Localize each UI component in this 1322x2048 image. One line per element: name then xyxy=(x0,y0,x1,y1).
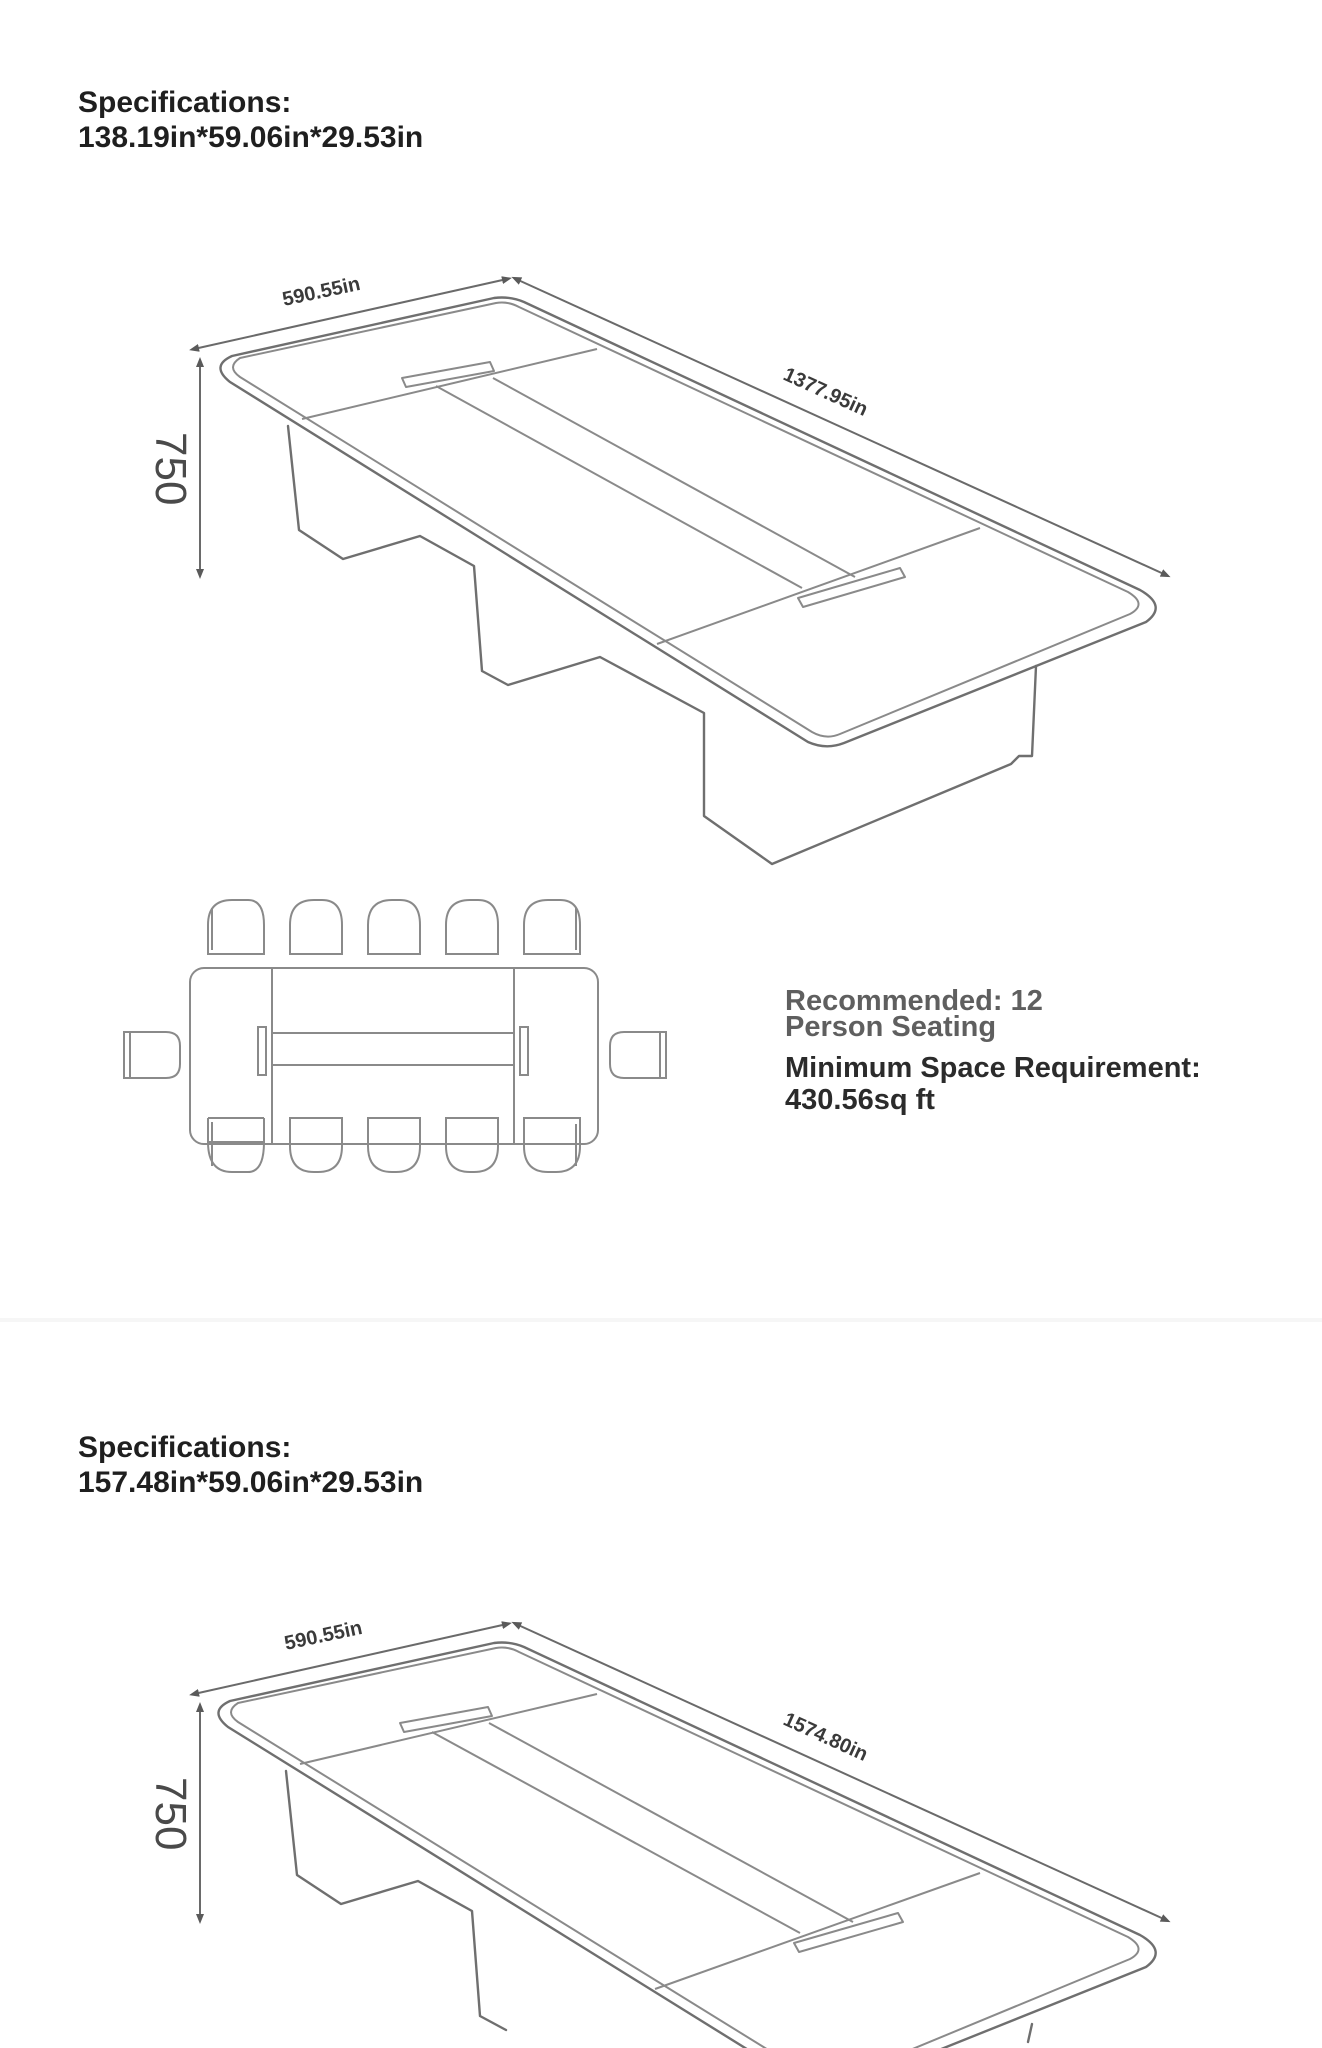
cable-box xyxy=(400,1707,492,1732)
table-isometric-drawing-1 xyxy=(0,0,1322,900)
center-channel-line xyxy=(432,1732,800,1933)
chair-icon xyxy=(124,1032,180,1078)
table-base xyxy=(288,426,1036,864)
recommended-seating-line1: Recommended: 12 xyxy=(785,985,1043,1017)
spec-value: 157.48in*59.06in*29.53in xyxy=(78,1466,424,1499)
chair-icon xyxy=(208,900,264,954)
width-dimension-label: 590.55in xyxy=(280,272,363,311)
tabletop-outer-edge xyxy=(220,298,1155,747)
cable-box xyxy=(402,362,494,387)
tabletop-seam xyxy=(300,1694,597,1764)
length-dimension-label: 1377.95in xyxy=(779,363,872,421)
tabletop-seam xyxy=(655,1873,980,1989)
tabletop-inner-edge xyxy=(233,303,1139,737)
length-dimension-label: 1574.80in xyxy=(779,1708,872,1766)
length-dimension-line xyxy=(516,279,1166,575)
tabletop-seam xyxy=(657,528,980,644)
chair-icon xyxy=(610,1032,666,1078)
table-isometric-drawing-2 xyxy=(0,1322,1322,2048)
table-base xyxy=(1028,2024,1032,2042)
spec-label: Specifications: xyxy=(78,86,292,119)
tabletop-inner-edge xyxy=(231,1648,1139,2048)
width-dimension-label: 590.55in xyxy=(282,1616,365,1655)
spec-label: Specifications: xyxy=(78,1431,292,1464)
spec-value: 138.19in*59.06in*29.53in xyxy=(78,121,424,154)
chairs-ends xyxy=(124,1032,666,1078)
chairs-top-row xyxy=(208,900,580,954)
chair-icon xyxy=(368,900,420,954)
chair-icon xyxy=(524,900,580,954)
length-dimension-line xyxy=(516,1624,1166,1920)
tabletop-seam xyxy=(302,349,597,419)
spec-section-2 xyxy=(0,1322,1322,2048)
chair-icon xyxy=(290,900,342,954)
space-requirement-value: 430.56sq ft xyxy=(785,1084,935,1116)
recommended-seating-line2: Person Seating xyxy=(785,1011,997,1043)
center-channel-line xyxy=(436,386,802,588)
chair-icon xyxy=(446,900,498,954)
tabletop-outer-edge xyxy=(218,1643,1155,2048)
height-dimension-label: 750 xyxy=(146,1777,195,1851)
table-base xyxy=(286,1771,506,2030)
space-requirement-label: Minimum Space Requirement: xyxy=(785,1052,1201,1084)
height-dimension-label: 750 xyxy=(146,432,195,506)
seating-info xyxy=(785,985,1201,1116)
